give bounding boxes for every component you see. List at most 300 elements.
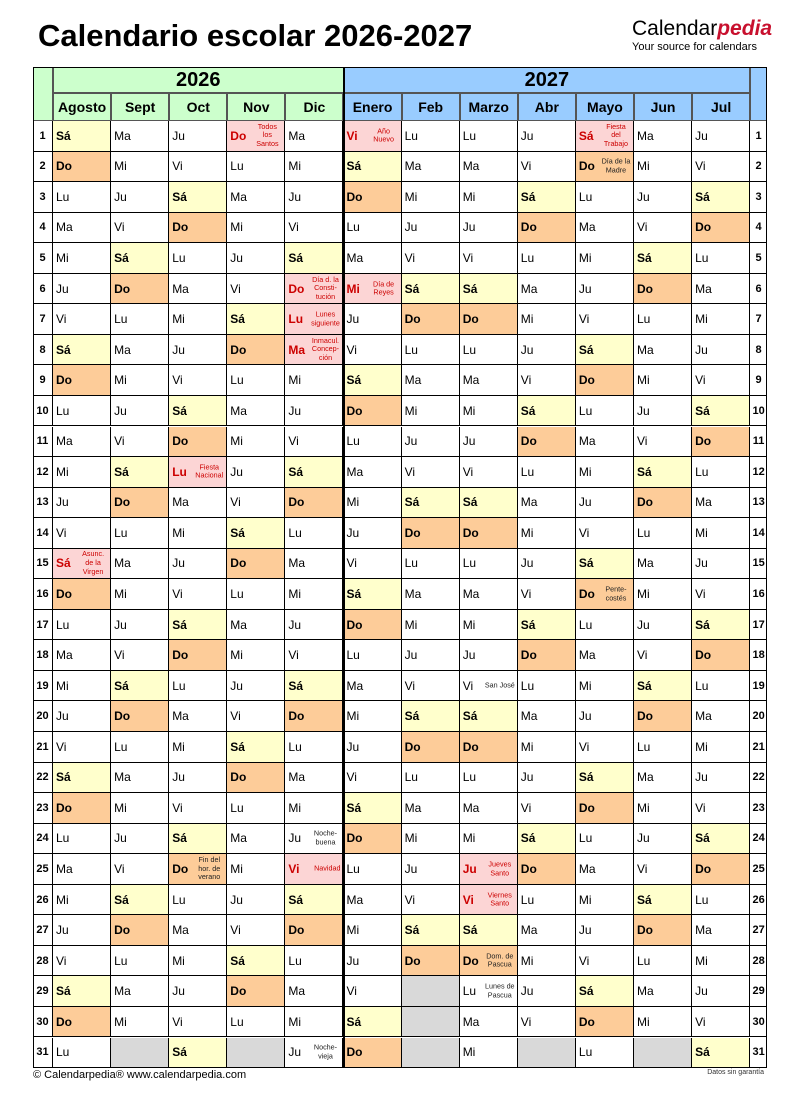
day-cell[interactable] bbox=[518, 304, 576, 335]
day-cell[interactable] bbox=[169, 824, 227, 855]
day-cell[interactable] bbox=[402, 640, 460, 671]
day-cell[interactable] bbox=[344, 640, 402, 671]
day-cell[interactable] bbox=[634, 427, 692, 458]
day-cell[interactable] bbox=[344, 335, 402, 366]
day-cell[interactable] bbox=[518, 610, 576, 641]
day-cell[interactable] bbox=[692, 304, 750, 335]
day-cell[interactable] bbox=[53, 365, 111, 396]
day-cell[interactable] bbox=[169, 854, 227, 885]
day-cell[interactable] bbox=[692, 243, 750, 274]
day-cell[interactable] bbox=[402, 121, 460, 152]
day-cell[interactable] bbox=[53, 274, 111, 305]
day-cell[interactable] bbox=[344, 365, 402, 396]
day-cell[interactable] bbox=[285, 457, 343, 488]
day-cell[interactable] bbox=[285, 885, 343, 916]
day-cell[interactable] bbox=[692, 701, 750, 732]
day-cell[interactable] bbox=[227, 763, 285, 794]
day-cell[interactable] bbox=[227, 335, 285, 366]
day-cell[interactable] bbox=[518, 396, 576, 427]
day-cell[interactable] bbox=[576, 640, 634, 671]
day-cell[interactable] bbox=[53, 732, 111, 763]
day-cell[interactable] bbox=[402, 946, 460, 977]
day-cell[interactable] bbox=[227, 640, 285, 671]
day-cell[interactable] bbox=[634, 335, 692, 366]
day-cell[interactable] bbox=[518, 457, 576, 488]
day-cell[interactable] bbox=[402, 793, 460, 824]
day-cell[interactable] bbox=[344, 1038, 402, 1069]
day-cell[interactable] bbox=[285, 182, 343, 213]
day-cell[interactable] bbox=[460, 579, 518, 610]
day-cell[interactable] bbox=[576, 549, 634, 580]
day-cell[interactable] bbox=[285, 671, 343, 702]
day-cell[interactable] bbox=[692, 885, 750, 916]
day-cell[interactable] bbox=[402, 763, 460, 794]
day-cell[interactable] bbox=[518, 824, 576, 855]
day-cell[interactable] bbox=[576, 579, 634, 610]
day-cell[interactable] bbox=[344, 396, 402, 427]
day-cell[interactable] bbox=[692, 365, 750, 396]
day-cell[interactable] bbox=[111, 427, 169, 458]
day-cell[interactable] bbox=[344, 1007, 402, 1038]
day-cell[interactable] bbox=[169, 732, 227, 763]
day-cell[interactable] bbox=[634, 946, 692, 977]
day-cell[interactable] bbox=[227, 213, 285, 244]
day-cell[interactable] bbox=[111, 396, 169, 427]
day-cell[interactable] bbox=[460, 274, 518, 305]
day-cell[interactable] bbox=[227, 457, 285, 488]
day-cell[interactable] bbox=[111, 182, 169, 213]
day-cell[interactable] bbox=[576, 701, 634, 732]
day-cell[interactable] bbox=[111, 671, 169, 702]
day-cell[interactable] bbox=[692, 182, 750, 213]
day-cell[interactable] bbox=[692, 396, 750, 427]
day-cell[interactable] bbox=[285, 152, 343, 183]
day-cell[interactable] bbox=[169, 304, 227, 335]
day-cell[interactable] bbox=[227, 488, 285, 519]
day-cell[interactable] bbox=[344, 213, 402, 244]
day-cell[interactable] bbox=[227, 946, 285, 977]
day-cell[interactable] bbox=[576, 915, 634, 946]
day-cell[interactable] bbox=[111, 335, 169, 366]
day-cell[interactable] bbox=[169, 152, 227, 183]
day-cell[interactable] bbox=[227, 182, 285, 213]
day-cell[interactable] bbox=[344, 488, 402, 519]
day-cell[interactable] bbox=[634, 579, 692, 610]
day-cell[interactable] bbox=[53, 763, 111, 794]
day-cell[interactable] bbox=[344, 304, 402, 335]
day-cell[interactable] bbox=[53, 824, 111, 855]
day-cell[interactable] bbox=[53, 304, 111, 335]
day-cell[interactable] bbox=[692, 152, 750, 183]
day-cell[interactable] bbox=[169, 579, 227, 610]
day-cell[interactable] bbox=[576, 427, 634, 458]
day-cell[interactable] bbox=[634, 396, 692, 427]
day-cell[interactable] bbox=[285, 396, 343, 427]
day-cell[interactable] bbox=[692, 1007, 750, 1038]
day-cell[interactable] bbox=[53, 701, 111, 732]
day-cell[interactable] bbox=[460, 121, 518, 152]
day-cell[interactable] bbox=[692, 213, 750, 244]
day-cell[interactable] bbox=[402, 335, 460, 366]
day-cell[interactable] bbox=[634, 243, 692, 274]
day-cell[interactable] bbox=[111, 640, 169, 671]
day-cell[interactable] bbox=[576, 396, 634, 427]
day-cell[interactable] bbox=[111, 732, 169, 763]
day-cell[interactable] bbox=[692, 915, 750, 946]
day-cell[interactable] bbox=[344, 274, 402, 305]
day-cell[interactable] bbox=[576, 793, 634, 824]
day-cell[interactable] bbox=[344, 121, 402, 152]
day-cell[interactable] bbox=[634, 793, 692, 824]
day-cell[interactable] bbox=[169, 915, 227, 946]
day-cell[interactable] bbox=[460, 457, 518, 488]
day-cell[interactable] bbox=[111, 610, 169, 641]
day-cell[interactable] bbox=[460, 640, 518, 671]
day-cell[interactable] bbox=[692, 549, 750, 580]
day-cell[interactable] bbox=[53, 976, 111, 1007]
day-cell[interactable] bbox=[344, 732, 402, 763]
day-cell[interactable] bbox=[518, 793, 576, 824]
day-cell[interactable] bbox=[344, 854, 402, 885]
day-cell[interactable] bbox=[634, 1007, 692, 1038]
day-cell[interactable] bbox=[402, 274, 460, 305]
day-cell[interactable] bbox=[402, 365, 460, 396]
day-cell[interactable] bbox=[285, 488, 343, 519]
day-cell[interactable] bbox=[634, 732, 692, 763]
day-cell[interactable] bbox=[460, 1038, 518, 1069]
day-cell[interactable] bbox=[460, 182, 518, 213]
day-cell[interactable] bbox=[53, 793, 111, 824]
day-cell[interactable] bbox=[344, 610, 402, 641]
day-cell[interactable] bbox=[576, 152, 634, 183]
day-cell[interactable] bbox=[227, 427, 285, 458]
day-cell[interactable] bbox=[460, 854, 518, 885]
day-cell[interactable] bbox=[634, 304, 692, 335]
day-cell[interactable] bbox=[285, 793, 343, 824]
day-cell[interactable] bbox=[227, 365, 285, 396]
day-cell[interactable] bbox=[111, 793, 169, 824]
day-cell[interactable] bbox=[576, 732, 634, 763]
day-cell[interactable] bbox=[53, 885, 111, 916]
day-cell[interactable] bbox=[576, 304, 634, 335]
day-cell[interactable] bbox=[634, 976, 692, 1007]
day-cell[interactable] bbox=[518, 763, 576, 794]
day-cell[interactable] bbox=[692, 793, 750, 824]
day-cell[interactable] bbox=[402, 304, 460, 335]
day-cell[interactable] bbox=[53, 915, 111, 946]
day-cell[interactable] bbox=[227, 854, 285, 885]
day-cell[interactable] bbox=[111, 488, 169, 519]
day-cell[interactable] bbox=[111, 457, 169, 488]
day-cell[interactable] bbox=[576, 671, 634, 702]
day-cell[interactable] bbox=[692, 274, 750, 305]
day-cell[interactable] bbox=[111, 854, 169, 885]
day-cell[interactable] bbox=[460, 335, 518, 366]
day-cell[interactable] bbox=[402, 427, 460, 458]
day-cell[interactable] bbox=[111, 976, 169, 1007]
day-cell[interactable] bbox=[460, 610, 518, 641]
day-cell[interactable] bbox=[53, 854, 111, 885]
day-cell[interactable] bbox=[460, 885, 518, 916]
day-cell[interactable] bbox=[344, 457, 402, 488]
day-cell[interactable] bbox=[169, 365, 227, 396]
day-cell[interactable] bbox=[285, 763, 343, 794]
day-cell[interactable] bbox=[518, 365, 576, 396]
day-cell[interactable] bbox=[53, 518, 111, 549]
day-cell[interactable] bbox=[634, 518, 692, 549]
day-cell[interactable] bbox=[53, 549, 111, 580]
day-cell[interactable] bbox=[518, 152, 576, 183]
day-cell[interactable] bbox=[692, 732, 750, 763]
day-cell[interactable] bbox=[460, 427, 518, 458]
day-cell[interactable] bbox=[692, 579, 750, 610]
day-cell[interactable] bbox=[460, 946, 518, 977]
day-cell[interactable] bbox=[111, 824, 169, 855]
day-cell[interactable] bbox=[169, 885, 227, 916]
day-cell[interactable] bbox=[576, 854, 634, 885]
day-cell[interactable] bbox=[285, 427, 343, 458]
day-cell[interactable] bbox=[285, 640, 343, 671]
day-cell[interactable] bbox=[227, 671, 285, 702]
day-cell[interactable] bbox=[344, 152, 402, 183]
day-cell[interactable] bbox=[169, 396, 227, 427]
day-cell[interactable] bbox=[285, 274, 343, 305]
day-cell[interactable] bbox=[576, 1038, 634, 1069]
day-cell[interactable] bbox=[227, 518, 285, 549]
day-cell[interactable] bbox=[285, 365, 343, 396]
day-cell[interactable] bbox=[518, 854, 576, 885]
day-cell[interactable] bbox=[634, 915, 692, 946]
day-cell[interactable] bbox=[344, 915, 402, 946]
day-cell[interactable] bbox=[169, 274, 227, 305]
day-cell[interactable] bbox=[518, 518, 576, 549]
day-cell[interactable] bbox=[634, 640, 692, 671]
day-cell[interactable] bbox=[402, 182, 460, 213]
day-cell[interactable] bbox=[285, 915, 343, 946]
day-cell[interactable] bbox=[344, 182, 402, 213]
day-cell[interactable] bbox=[344, 763, 402, 794]
day-cell[interactable] bbox=[518, 946, 576, 977]
day-cell[interactable] bbox=[634, 182, 692, 213]
day-cell[interactable] bbox=[285, 213, 343, 244]
day-cell[interactable] bbox=[634, 854, 692, 885]
day-cell[interactable] bbox=[169, 793, 227, 824]
day-cell[interactable] bbox=[460, 152, 518, 183]
day-cell[interactable] bbox=[169, 1007, 227, 1038]
day-cell[interactable] bbox=[111, 121, 169, 152]
day-cell[interactable] bbox=[576, 976, 634, 1007]
day-cell[interactable] bbox=[227, 121, 285, 152]
day-cell[interactable] bbox=[53, 243, 111, 274]
day-cell[interactable] bbox=[634, 213, 692, 244]
day-cell[interactable] bbox=[692, 518, 750, 549]
day-cell[interactable] bbox=[285, 701, 343, 732]
day-cell[interactable] bbox=[460, 365, 518, 396]
day-cell[interactable] bbox=[460, 763, 518, 794]
day-cell[interactable] bbox=[576, 610, 634, 641]
day-cell[interactable] bbox=[634, 824, 692, 855]
day-cell[interactable] bbox=[518, 701, 576, 732]
day-cell[interactable] bbox=[518, 640, 576, 671]
day-cell[interactable] bbox=[576, 488, 634, 519]
brand-logo[interactable] bbox=[632, 18, 772, 53]
day-cell[interactable] bbox=[402, 671, 460, 702]
day-cell[interactable] bbox=[53, 427, 111, 458]
day-cell[interactable] bbox=[344, 976, 402, 1007]
day-cell[interactable] bbox=[169, 121, 227, 152]
day-cell[interactable] bbox=[692, 121, 750, 152]
day-cell[interactable] bbox=[227, 152, 285, 183]
day-cell[interactable] bbox=[111, 243, 169, 274]
day-cell[interactable] bbox=[169, 671, 227, 702]
day-cell[interactable] bbox=[402, 854, 460, 885]
day-cell[interactable] bbox=[169, 213, 227, 244]
day-cell[interactable] bbox=[518, 1007, 576, 1038]
day-cell[interactable] bbox=[111, 365, 169, 396]
day-cell[interactable] bbox=[460, 304, 518, 335]
day-cell[interactable] bbox=[576, 243, 634, 274]
day-cell[interactable] bbox=[169, 976, 227, 1007]
day-cell[interactable] bbox=[344, 671, 402, 702]
day-cell[interactable] bbox=[634, 365, 692, 396]
day-cell[interactable] bbox=[169, 335, 227, 366]
day-cell[interactable] bbox=[692, 610, 750, 641]
day-cell[interactable] bbox=[344, 518, 402, 549]
day-cell[interactable] bbox=[518, 274, 576, 305]
day-cell[interactable] bbox=[227, 824, 285, 855]
day-cell[interactable] bbox=[285, 946, 343, 977]
day-cell[interactable] bbox=[460, 213, 518, 244]
day-cell[interactable] bbox=[285, 732, 343, 763]
day-cell[interactable] bbox=[576, 518, 634, 549]
day-cell[interactable] bbox=[111, 304, 169, 335]
day-cell[interactable] bbox=[518, 885, 576, 916]
day-cell[interactable] bbox=[169, 640, 227, 671]
day-cell[interactable] bbox=[227, 732, 285, 763]
day-cell[interactable] bbox=[227, 579, 285, 610]
day-cell[interactable] bbox=[169, 518, 227, 549]
day-cell[interactable] bbox=[285, 976, 343, 1007]
footer-copyright[interactable]: © Calendarpedia® www.calendarpedia.com bbox=[33, 1069, 247, 1081]
day-cell[interactable] bbox=[169, 763, 227, 794]
day-cell[interactable] bbox=[53, 1007, 111, 1038]
day-cell[interactable] bbox=[285, 518, 343, 549]
day-cell[interactable] bbox=[518, 121, 576, 152]
day-cell[interactable] bbox=[111, 885, 169, 916]
day-cell[interactable] bbox=[227, 274, 285, 305]
day-cell[interactable] bbox=[402, 152, 460, 183]
day-cell[interactable] bbox=[169, 427, 227, 458]
day-cell[interactable] bbox=[111, 763, 169, 794]
day-cell[interactable] bbox=[402, 885, 460, 916]
day-cell[interactable] bbox=[402, 518, 460, 549]
day-cell[interactable] bbox=[692, 763, 750, 794]
day-cell[interactable] bbox=[111, 549, 169, 580]
day-cell[interactable] bbox=[692, 671, 750, 702]
day-cell[interactable] bbox=[53, 671, 111, 702]
day-cell[interactable] bbox=[460, 732, 518, 763]
day-cell[interactable] bbox=[344, 701, 402, 732]
day-cell[interactable] bbox=[460, 1007, 518, 1038]
day-cell[interactable] bbox=[576, 274, 634, 305]
day-cell[interactable] bbox=[53, 488, 111, 519]
day-cell[interactable] bbox=[344, 946, 402, 977]
day-cell[interactable] bbox=[285, 1007, 343, 1038]
day-cell[interactable] bbox=[344, 885, 402, 916]
day-cell[interactable] bbox=[111, 152, 169, 183]
day-cell[interactable] bbox=[285, 304, 343, 335]
day-cell[interactable] bbox=[460, 915, 518, 946]
day-cell[interactable] bbox=[402, 243, 460, 274]
day-cell[interactable] bbox=[53, 457, 111, 488]
day-cell[interactable] bbox=[111, 1007, 169, 1038]
day-cell[interactable] bbox=[402, 488, 460, 519]
day-cell[interactable] bbox=[169, 701, 227, 732]
day-cell[interactable] bbox=[402, 915, 460, 946]
day-cell[interactable] bbox=[576, 885, 634, 916]
day-cell[interactable] bbox=[576, 335, 634, 366]
day-cell[interactable] bbox=[53, 946, 111, 977]
day-cell[interactable] bbox=[402, 457, 460, 488]
day-cell[interactable] bbox=[576, 457, 634, 488]
day-cell[interactable] bbox=[111, 274, 169, 305]
day-cell[interactable] bbox=[344, 243, 402, 274]
day-cell[interactable] bbox=[169, 488, 227, 519]
day-cell[interactable] bbox=[53, 335, 111, 366]
day-cell[interactable] bbox=[285, 1038, 343, 1069]
day-cell[interactable] bbox=[111, 946, 169, 977]
day-cell[interactable] bbox=[285, 335, 343, 366]
day-cell[interactable] bbox=[111, 915, 169, 946]
day-cell[interactable] bbox=[53, 121, 111, 152]
day-cell[interactable] bbox=[634, 121, 692, 152]
day-cell[interactable] bbox=[227, 976, 285, 1007]
day-cell[interactable] bbox=[634, 610, 692, 641]
day-cell[interactable] bbox=[692, 946, 750, 977]
day-cell[interactable] bbox=[634, 701, 692, 732]
day-cell[interactable] bbox=[285, 549, 343, 580]
day-cell[interactable] bbox=[402, 824, 460, 855]
day-cell[interactable] bbox=[344, 793, 402, 824]
day-cell[interactable] bbox=[285, 243, 343, 274]
day-cell[interactable] bbox=[634, 488, 692, 519]
day-cell[interactable] bbox=[53, 182, 111, 213]
day-cell[interactable] bbox=[460, 824, 518, 855]
day-cell[interactable] bbox=[344, 824, 402, 855]
day-cell[interactable] bbox=[692, 335, 750, 366]
day-cell[interactable] bbox=[227, 915, 285, 946]
day-cell[interactable] bbox=[460, 488, 518, 519]
day-cell[interactable] bbox=[576, 365, 634, 396]
day-cell[interactable] bbox=[169, 1038, 227, 1069]
day-cell[interactable] bbox=[169, 549, 227, 580]
day-cell[interactable] bbox=[634, 763, 692, 794]
day-cell[interactable] bbox=[344, 579, 402, 610]
day-cell[interactable] bbox=[634, 457, 692, 488]
day-cell[interactable] bbox=[460, 396, 518, 427]
day-cell[interactable] bbox=[518, 915, 576, 946]
day-cell[interactable] bbox=[576, 213, 634, 244]
day-cell[interactable] bbox=[402, 549, 460, 580]
day-cell[interactable] bbox=[53, 579, 111, 610]
day-cell[interactable] bbox=[402, 701, 460, 732]
day-cell[interactable] bbox=[53, 396, 111, 427]
day-cell[interactable] bbox=[634, 549, 692, 580]
day-cell[interactable] bbox=[285, 579, 343, 610]
day-cell[interactable] bbox=[576, 1007, 634, 1038]
day-cell[interactable] bbox=[53, 640, 111, 671]
day-cell[interactable] bbox=[111, 579, 169, 610]
